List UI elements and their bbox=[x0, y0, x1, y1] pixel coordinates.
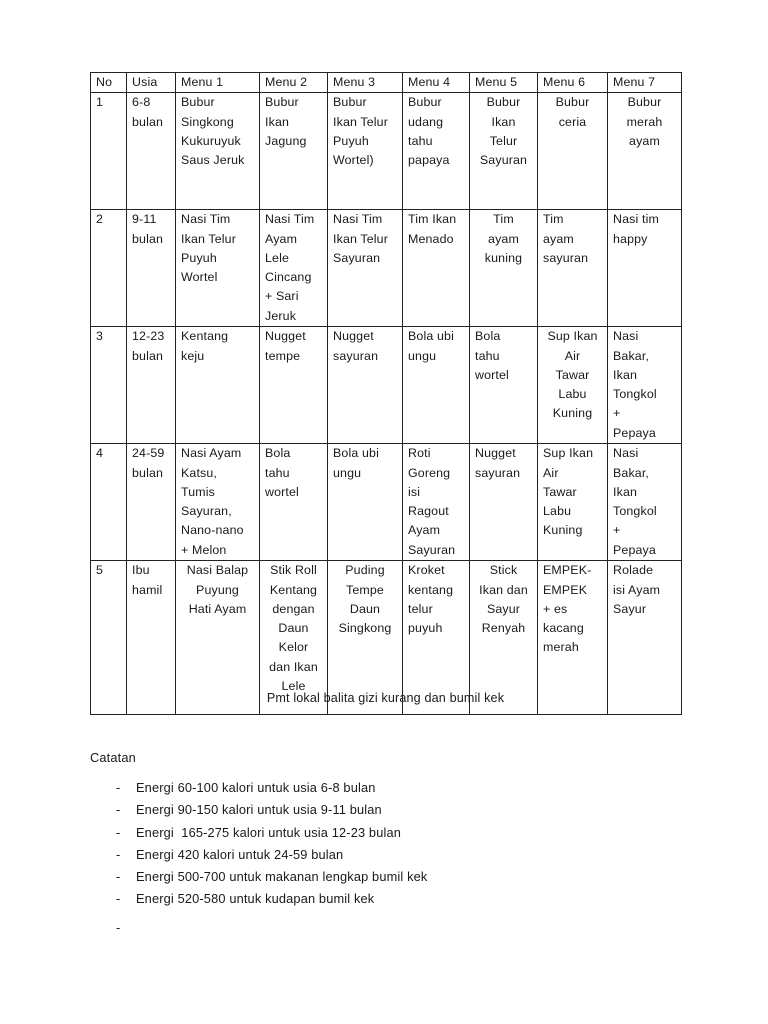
cell-no: 1 bbox=[91, 93, 127, 210]
notes-title: Catatan bbox=[90, 750, 136, 765]
cell-usia: 6-8 bulan bbox=[127, 93, 176, 210]
cell-usia: Ibu hamil bbox=[127, 561, 176, 715]
header-menu-7: Menu 7 bbox=[608, 73, 682, 93]
note-text: Energi 420 kalori untuk 24-59 bulan bbox=[136, 846, 344, 862]
list-item bbox=[116, 800, 427, 822]
header-menu-2: Menu 2 bbox=[260, 73, 328, 93]
cell-menu-1: Bubur Singkong Kukuruyuk Saus Jeruk bbox=[176, 93, 260, 210]
cell-menu-6: EMPEK- EMPEK + es kacang merah bbox=[538, 561, 608, 715]
cell-menu-1: Nasi Tim Ikan Telur Puyuh Wortel bbox=[176, 210, 260, 327]
table-row bbox=[91, 444, 682, 561]
cell-menu-2: Stik Roll Kentang dengan Daun Kelor dan Ikan Lele bbox=[260, 561, 328, 715]
note-text: Energi 60-100 kalori untuk usia 6-8 bulan bbox=[136, 780, 376, 795]
table-row bbox=[91, 93, 682, 210]
cell-menu-3: Bola ubi ungu bbox=[328, 444, 403, 561]
cell-menu-2: Bubur Ikan Jagung bbox=[260, 93, 328, 210]
list-item bbox=[116, 823, 427, 845]
cell-menu-4: Bubur udang tahu papaya bbox=[403, 93, 470, 210]
list-bullet: - bbox=[116, 780, 121, 795]
header-menu-5: Menu 5 bbox=[470, 73, 538, 93]
cell-menu-6: Tim ayam sayuran bbox=[538, 210, 608, 327]
notes-list bbox=[116, 778, 427, 912]
cell-no: 2 bbox=[91, 210, 127, 327]
cell-menu-6: Bubur ceria bbox=[538, 93, 608, 210]
list-item bbox=[116, 778, 427, 800]
cell-menu-6: Sup Ikan Air Tawar Labu Kuning bbox=[538, 444, 608, 561]
cell-menu-2: Nasi Tim Ayam Lele Cincang + Sari Jeruk bbox=[260, 210, 328, 327]
header-menu-3: Menu 3 bbox=[328, 73, 403, 93]
cell-menu-4: Kroket kentang telur puyuh bbox=[403, 561, 470, 715]
cell-menu-7: Bubur merah ayam bbox=[608, 93, 682, 210]
table-header-row bbox=[91, 73, 682, 93]
list-bullet: - bbox=[116, 846, 121, 862]
list-bullet: - bbox=[116, 869, 121, 885]
cell-menu-3: Nugget sayuran bbox=[328, 327, 403, 444]
cell-menu-4: Tim Ikan Menado bbox=[403, 210, 470, 327]
cell-menu-5: Bubur Ikan Telur Sayuran bbox=[470, 93, 538, 210]
cell-menu-3: Nasi Tim Ikan Telur Sayuran bbox=[328, 210, 403, 327]
cell-menu-5: Nugget sayuran bbox=[470, 444, 538, 561]
header-menu-4: Menu 4 bbox=[403, 73, 470, 93]
cell-menu-3: Bubur Ikan Telur Puyuh Wortel) bbox=[328, 93, 403, 210]
table-row bbox=[91, 327, 682, 444]
cell-usia: 24-59 bulan bbox=[127, 444, 176, 561]
cell-menu-5: Tim ayam kuning bbox=[470, 210, 538, 327]
table-row bbox=[91, 210, 682, 327]
header-menu-1: Menu 1 bbox=[176, 73, 260, 93]
cell-menu-7: Rolade isi Ayam Sayur bbox=[608, 561, 682, 715]
cell-menu-4: Roti Goreng isi Ragout Ayam Sayuran bbox=[403, 444, 470, 561]
note-text: Energi 165-275 kalori untuk usia 12-23 bulan bbox=[136, 824, 401, 840]
list-bullet: - bbox=[116, 824, 121, 840]
cell-usia: 12-23 bulan bbox=[127, 327, 176, 444]
cell-no: 3 bbox=[91, 327, 127, 444]
header-usia: Usia bbox=[127, 73, 176, 93]
cell-menu-7: Nasi Bakar, Ikan Tongkol + Pepaya bbox=[608, 327, 682, 444]
table-caption: Pmt lokal balita gizi kurang dan bumil kek bbox=[266, 691, 505, 705]
list-item bbox=[116, 889, 427, 911]
cell-no: 5 bbox=[91, 561, 127, 715]
cell-menu-2: Bola tahu wortel bbox=[260, 444, 328, 561]
cell-menu-7: Nasi Bakar, Ikan Tongkol + Pepaya bbox=[608, 444, 682, 561]
cell-menu-1: Nasi Balap Puyung Hati Ayam bbox=[176, 561, 260, 715]
header-no: No bbox=[91, 73, 127, 93]
list-bullet: - bbox=[116, 802, 121, 818]
empty-list-bullet: - bbox=[116, 920, 121, 935]
cell-menu-7: Nasi tim happy bbox=[608, 210, 682, 327]
cell-menu-5: Bola tahu wortel bbox=[470, 327, 538, 444]
note-text: Energi 90-150 kalori untuk usia 9-11 bulan bbox=[136, 802, 382, 818]
cell-menu-1: Nasi Ayam Katsu, Tumis Sayuran, Nano-nano + Melon bbox=[176, 444, 260, 561]
menu-table bbox=[90, 72, 682, 715]
cell-menu-3: Puding Tempe Daun Singkong bbox=[328, 561, 403, 715]
list-bullet: - bbox=[116, 891, 121, 907]
note-text: Energi 500-700 untuk makanan lengkap bumil kek bbox=[136, 869, 428, 885]
cell-menu-2: Nugget tempe bbox=[260, 327, 328, 444]
cell-menu-1: Kentang keju bbox=[176, 327, 260, 444]
list-item bbox=[116, 867, 427, 889]
header-menu-6: Menu 6 bbox=[538, 73, 608, 93]
list-item bbox=[116, 845, 427, 867]
cell-menu-5: Stick Ikan dan Sayur Renyah bbox=[470, 561, 538, 715]
cell-usia: 9-11 bulan bbox=[127, 210, 176, 327]
cell-no: 4 bbox=[91, 444, 127, 561]
cell-menu-6: Sup Ikan Air Tawar Labu Kuning bbox=[538, 327, 608, 444]
note-text: Energi 520-580 untuk kudapan bumil kek bbox=[136, 891, 375, 907]
cell-menu-4: Bola ubi ungu bbox=[403, 327, 470, 444]
